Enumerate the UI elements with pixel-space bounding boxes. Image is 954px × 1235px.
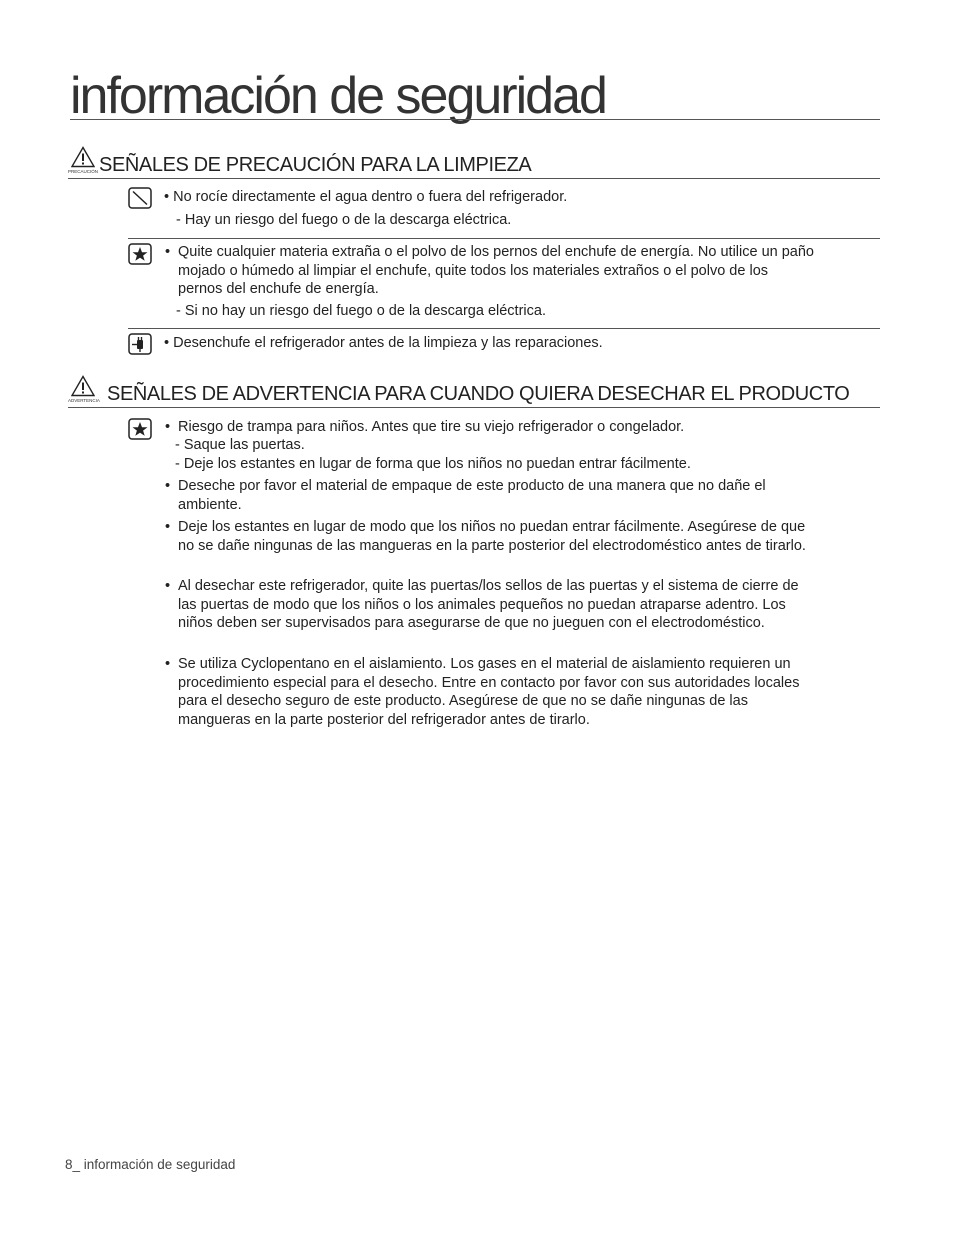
bullet: • <box>165 656 171 672</box>
warning-item-1-subtext-1: - Saque las puertas. <box>175 437 305 453</box>
bullet: • <box>165 578 171 594</box>
warning-item-3-text: Deje los estantes en lugar de modo que los niños no puedan entrar fácilmente. Asegúrese de que no se dañe ningunas de las mangueras en la parte posterior del electrodoméstico antes de tirarlo. <box>178 519 806 554</box>
bullet: • <box>165 419 171 435</box>
warning-item-1-text: Riesgo de trampa para niños. Antes que tire su viejo refrigerador o congelador. <box>178 419 685 435</box>
caution-item-2-text: Quite cualquier materia extraña o el polvo de los pernos del enchufe de energía. No utilice un paño mojado o húmedo al limpiar el enchufe, quite todos los materiales extraños o el polvo de los pernos del enchufe de energía. <box>178 244 814 297</box>
warning-triangle-icon <box>68 375 98 405</box>
bullet: • <box>165 519 171 535</box>
star-instruction-icon <box>128 243 152 265</box>
warning-triangle-icon <box>68 146 98 176</box>
caution-item-3-text: • Desenchufe el refrigerador antes de la limpieza y las reparaciones. <box>164 335 603 351</box>
warning-caption: ADVERTENCIA <box>68 398 100 403</box>
unplug-icon <box>128 333 152 355</box>
bullet: • <box>165 244 171 260</box>
item-divider <box>128 238 880 239</box>
caution-item-2 <box>165 243 815 299</box>
warning-item-5 <box>165 655 815 729</box>
item-divider <box>128 328 880 329</box>
section-title-warning: SEÑALES DE ADVERTENCIA PARA CUANDO QUIERA DESECHAR EL PRODUCTO <box>107 383 850 405</box>
warning-item-2 <box>165 477 815 514</box>
section-header-warning <box>68 375 880 408</box>
warning-item-1-subtext-2: - Deje los estantes en lugar de forma que los niños no puedan entrar fácilmente. <box>175 456 691 472</box>
prohibition-icon <box>128 187 152 209</box>
star-instruction-icon <box>128 418 152 440</box>
warning-item-1 <box>165 418 815 437</box>
warning-item-4-text: Al desechar este refrigerador, quite las puertas/los sellos de las puertas y el sistema de cierre de las puertas de modo que los niños o los animales pequeños no puedan atraparse adentro. Los niños deben ser supervisados para asegurarse de que no jueguen con el electrodoméstico. <box>178 578 799 631</box>
page-title: información de seguridad <box>70 67 606 125</box>
warning-item-4 <box>165 577 815 633</box>
caution-item-1-subtext: - Hay un riesgo del fuego o de la descarga eléctrica. <box>176 212 512 228</box>
page-footer: 8_ información de seguridad <box>65 1157 236 1172</box>
section-header-caution <box>68 146 880 179</box>
title-divider <box>70 119 880 120</box>
section-title-caution: SEÑALES DE PRECAUCIÓN PARA LA LIMPIEZA <box>99 154 532 176</box>
caution-item-2-subtext: - Si no hay un riesgo del fuego o de la descarga eléctrica. <box>176 303 546 319</box>
warning-item-5-text: Se utiliza Cyclopentano en el aislamiento. Los gases en el material de aislamiento requieren un procedimiento especial para el desecho. Entre en contacto por favor con sus autoridades locales para el desecho seguro de este producto. Asegúrese de que no se dañe ningunas de las mangueras en la parte posterior del refrigerador antes de tirarlo. <box>178 656 800 728</box>
bullet: • <box>165 478 171 494</box>
warning-item-2-text: Deseche por favor el material de empaque de este producto de una manera que no dañe el ambiente. <box>178 478 766 513</box>
caution-caption: PRECAUCIÓN <box>68 169 99 174</box>
caution-item-1-text: • No rocíe directamente el agua dentro o fuera del refrigerador. <box>164 189 568 205</box>
warning-item-3 <box>165 518 815 555</box>
